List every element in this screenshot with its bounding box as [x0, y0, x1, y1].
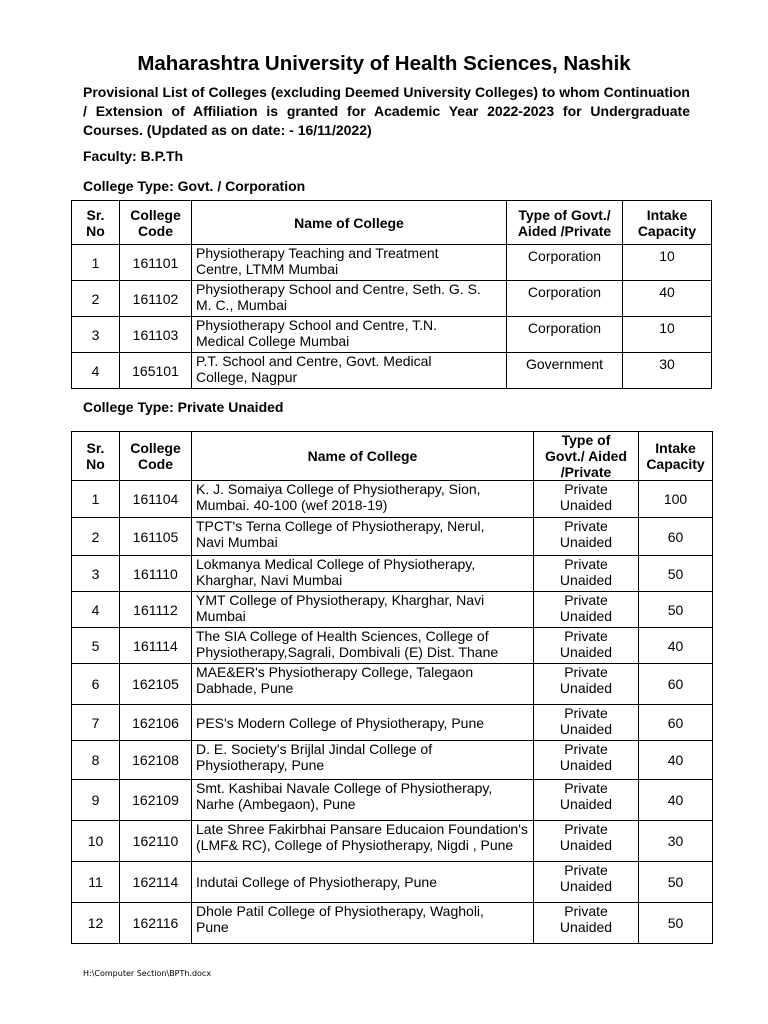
table-row	[72, 281, 712, 317]
cell-name: Smt. Kashibai Navale College of Physiotherapy, Narhe (Ambegaon), Pune	[192, 780, 534, 821]
cell-name: Late Shree Fakirbhai Pansare Educaion Foundation's (LMF& RC), College of Physiotherapy, Nigdi , Pune	[192, 821, 534, 862]
faculty-label: Faculty: B.P.Th	[83, 148, 184, 164]
cell-type: Corporation	[507, 281, 623, 317]
cell-intake: 10	[623, 317, 712, 353]
section2-heading: College Type: Private Unaided	[83, 399, 284, 415]
table-row	[72, 556, 713, 592]
cell-type: Private Unaided	[534, 628, 639, 664]
cell-sr: 6	[72, 664, 120, 705]
cell-sr: 7	[72, 705, 120, 741]
table-row	[72, 705, 713, 741]
page-title: Maharashtra University of Health Sciences, Nashik	[137, 52, 631, 75]
cell-code: 162116	[120, 903, 192, 944]
cell-type: Corporation	[507, 317, 623, 353]
cell-type: Private Unaided	[534, 518, 639, 556]
cell-sr: 11	[72, 862, 120, 903]
cell-intake: 10	[623, 245, 712, 281]
cell-name: MAE&ER's Physiotherapy College, Talegaon Dabhade, Pune	[192, 664, 534, 705]
cell-sr: 12	[72, 903, 120, 944]
cell-name: Physiotherapy Teaching and Treatment Centre, LTMM Mumbai	[192, 245, 507, 281]
cell-type: Private Unaided	[534, 862, 639, 903]
table-header-row	[72, 432, 713, 481]
header-sr-no: Sr. No	[72, 432, 120, 481]
cell-name: Lokmanya Medical College of Physiotherapy, Kharghar, Navi Mumbai	[192, 556, 534, 592]
cell-name: Physiotherapy School and Centre, T.N. Medical College Mumbai	[192, 317, 507, 353]
header-intake-capacity: Intake Capacity	[623, 201, 712, 245]
table-row	[72, 780, 713, 821]
cell-code: 162110	[120, 821, 192, 862]
cell-sr: 3	[72, 556, 120, 592]
intro-paragraph: Provisional List of Colleges (excluding Deemed University Colleges) to whom Continuation / Extension of Affiliation is granted for Academic Year 2022-2023 for Undergraduate Courses. (Updated as on date: - 16/11/2022)	[83, 84, 690, 138]
table-row	[72, 592, 713, 628]
cell-name: Physiotherapy School and Centre, Seth. G. S. M. C., Mumbai	[192, 281, 507, 317]
table-row	[72, 741, 713, 780]
cell-intake: 60	[639, 664, 713, 705]
header-college-name: Name of College	[192, 201, 507, 245]
cell-intake: 30	[639, 821, 713, 862]
table-row	[72, 903, 713, 944]
header-sr-no: Sr. No	[72, 201, 120, 245]
cell-code: 161104	[120, 481, 192, 518]
cell-code: 161112	[120, 592, 192, 628]
table-row	[72, 317, 712, 353]
cell-code: 162114	[120, 862, 192, 903]
cell-sr: 1	[72, 245, 120, 281]
cell-intake: 60	[639, 518, 713, 556]
cell-code: 162108	[120, 741, 192, 780]
cell-code: 162109	[120, 780, 192, 821]
cell-code: 165101	[120, 353, 192, 389]
cell-name: D. E. Society's Brijlal Jindal College of Physiotherapy, Pune	[192, 741, 534, 780]
cell-code: 161101	[120, 245, 192, 281]
table-row	[72, 862, 713, 903]
section1-heading: College Type: Govt. / Corporation	[83, 178, 306, 194]
cell-name: PES's Modern College of Physiotherapy, Pune	[192, 705, 534, 741]
cell-sr: 5	[72, 628, 120, 664]
cell-sr: 4	[72, 592, 120, 628]
private-colleges-table	[71, 431, 713, 944]
table-header-row	[72, 201, 712, 245]
cell-code: 161102	[120, 281, 192, 317]
cell-sr: 2	[72, 281, 120, 317]
header-college-name: Name of College	[192, 432, 534, 481]
govt-colleges-table	[71, 200, 712, 389]
cell-type: Private Unaided	[534, 741, 639, 780]
table-row	[72, 628, 713, 664]
cell-name: TPCT's Terna College of Physiotherapy, Nerul, Navi Mumbai	[192, 518, 534, 556]
cell-sr: 9	[72, 780, 120, 821]
cell-code: 161110	[120, 556, 192, 592]
cell-name: YMT College of Physiotherapy, Kharghar, Navi Mumbai	[192, 592, 534, 628]
cell-name: P.T. School and Centre, Govt. Medical College, Nagpur	[192, 353, 507, 389]
cell-sr: 3	[72, 317, 120, 353]
footer-file-path: H:\Computer Section\BPTh.docx	[83, 969, 212, 978]
cell-type: Private Unaided	[534, 556, 639, 592]
cell-type: Private Unaided	[534, 903, 639, 944]
table-row	[72, 664, 713, 705]
cell-type: Private Unaided	[534, 481, 639, 518]
cell-intake: 50	[639, 903, 713, 944]
cell-sr: 10	[72, 821, 120, 862]
header-college-code: College Code	[120, 201, 192, 245]
cell-intake: 40	[639, 780, 713, 821]
cell-code: 161114	[120, 628, 192, 664]
cell-code: 161105	[120, 518, 192, 556]
cell-sr: 4	[72, 353, 120, 389]
cell-code: 161103	[120, 317, 192, 353]
table-row	[72, 245, 712, 281]
table-row	[72, 518, 713, 556]
cell-name: Indutai College of Physiotherapy, Pune	[192, 862, 534, 903]
cell-type: Private Unaided	[534, 664, 639, 705]
cell-code: 162106	[120, 705, 192, 741]
cell-type: Private Unaided	[534, 705, 639, 741]
cell-intake: 40	[639, 628, 713, 664]
cell-intake: 50	[639, 556, 713, 592]
table-row	[72, 353, 712, 389]
header-college-type: Type of Govt./ Aided /Private	[507, 201, 623, 245]
cell-intake: 60	[639, 705, 713, 741]
header-college-code: College Code	[120, 432, 192, 481]
cell-sr: 1	[72, 481, 120, 518]
header-college-type: Type of Govt./ Aided /Private	[534, 432, 639, 481]
header-intake-capacity: Intake Capacity	[639, 432, 713, 481]
cell-type: Private Unaided	[534, 780, 639, 821]
table-row	[72, 821, 713, 862]
cell-type: Corporation	[507, 245, 623, 281]
cell-sr: 8	[72, 741, 120, 780]
cell-name: Dhole Patil College of Physiotherapy, Wagholi, Pune	[192, 903, 534, 944]
cell-type: Government	[507, 353, 623, 389]
cell-intake: 40	[623, 281, 712, 317]
cell-code: 162105	[120, 664, 192, 705]
cell-intake: 50	[639, 592, 713, 628]
cell-intake: 100	[639, 481, 713, 518]
cell-name: K. J. Somaiya College of Physiotherapy, Sion, Mumbai. 40-100 (wef 2018-19)	[192, 481, 534, 518]
cell-type: Private Unaided	[534, 821, 639, 862]
cell-sr: 2	[72, 518, 120, 556]
cell-intake: 50	[639, 862, 713, 903]
cell-intake: 40	[639, 741, 713, 780]
cell-intake: 30	[623, 353, 712, 389]
cell-name: The SIA College of Health Sciences, College of Physiotherapy,Sagrali, Dombivali (E) Dist. Thane	[192, 628, 534, 664]
table-row	[72, 481, 713, 518]
cell-type: Private Unaided	[534, 592, 639, 628]
